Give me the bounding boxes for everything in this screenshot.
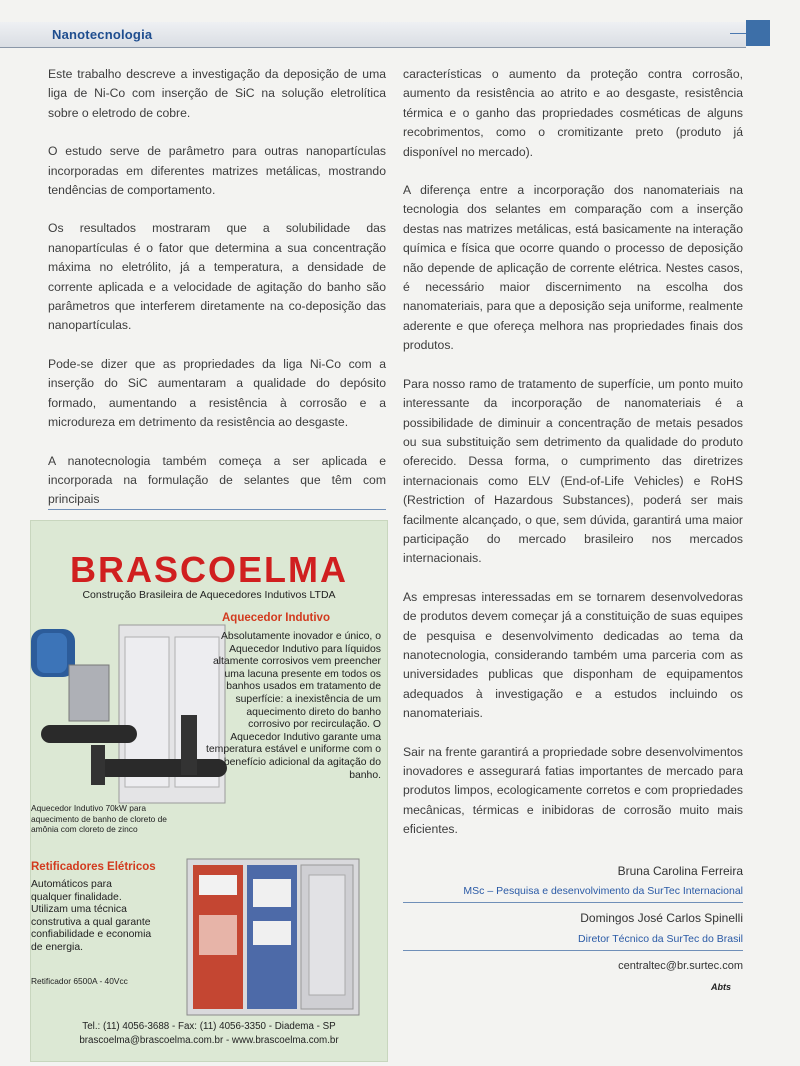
left-column-rule [48,509,386,510]
signature-divider [403,950,743,951]
contact-email: centraltec@br.surtec.com [618,960,743,972]
ad-contact-phone: Tel.: (11) 4056-3688 - Fax: (11) 4056-3350 - Diadema - SP [82,1021,336,1032]
ad-product-description: Automáticos para qualquer finalidade. Utilizam uma técnica construtiva a qual garante confiabilidade e economia de energia. [31,879,152,953]
ad-product-caption: Retificador 6500A - 40Vcc [31,976,128,986]
ad-brand-subtitle: Construção Brasileira de Aquecedores Indutivos LTDA [82,589,336,601]
ad-product-caption: Aquecedor Indutivo 70kW para aquecimento de banho de cloreto de amônia com cloreto de zinco [31,803,167,835]
author-role: Diretor Técnico da SurTec do Brasil [578,933,743,945]
paragraph: características o aumento da proteção contra corrosão, aumento da resistência ao atrito e ao desgaste, resistência térmica e o ganho das propriedades cosméticas de alguns recobrimentos, como o cromitizante preto (produto já disponível no mercado). [403,67,743,159]
paragraph: Sair na frente garantirá a propriedade sobre desenvolvimentos inovadores e assegurará fatias importantes de mercado para produtos limpos, ecologicamente corretos e com propriedades mecânicas, térmicas e inibidoras de corrosão muito mais eficientes. [403,744,743,837]
paragraph: Este trabalho descreve a investigação da deposição de uma liga de Ni-Co com inserção de SiC na solução eletrolítica sobre o eletrodo de cobre. [48,67,386,120]
ad-brand-name: BRASCOELMA [70,549,348,590]
induction-heater-illustration [31,609,231,809]
ad-contact-web: brascoelma@brascoelma.com.br - www.brascoelma.com.br [79,1035,339,1046]
paragraph: O estudo serve de parâmetro para outras nanopartículas incorporadas em diferentes matrizes metálicas, mostrando tendências de comportamento. [48,144,386,198]
brascoelma-advertisement [30,520,388,1062]
paragraph: Para nosso ramo de tratamento de superfície, um ponto muito interessante da incorporação de nanomateriais é a possibilidade de diminuir a concentração de metais pesados ou sua substituição sem detrimento da qualidade do produto oferecido. Dessa forma, o cumprimento das diretrizes internacionais como ELV (End-of-Life Vehicles) e RoHS (Restriction of Hazardous Substances), poderá ser mais facilmente alcançado, o que, sem dúvida, garantirá uma maior participação do mercado brasileiro nos mercados internacionais. [403,376,743,566]
ad-product-heading: Retificadores Elétricos [31,861,156,873]
signature-divider [403,902,743,903]
paragraph: As empresas interessadas em se tornarem desenvolvedoras de produtos devem começar já a constituição de suas equipes de pesquisa e desenvolvimento dedicadas ao tema da nanotecnologia, considerando também uma parceria com as universidades publicas que disponham de equipamentos adequados à investigação e a estudos incluindo os nanomateriais. [403,589,743,721]
paragraph: Os resultados mostraram que a solubilidade das nanopartículas é o fator que determina a sua concentração máxima no eletrólito, já a temperatura, a densidade de corrente aplicada e a velocidade de agitação do banho são parâmetros que interferem diretamente na co-deposição das nanopartículas. [48,221,386,333]
paragraph: A diferença entre a incorporação dos nanomateriais na tecnologia dos selantes em comparação com a inserção destas nas matrizes metálicas, está basicamente na interação química e física que ocorre quando o processo de deposição não depende de aplicação de corrente elétrica. Nestes casos, é necessário maior discernimento na escolha dos nanomateriais, para que a deposição seja uniforme, realmente aderente e que ofereça melhora nas propriedades finais dos produtos. [403,183,743,353]
header-divider [0,47,746,48]
paragraph: A nanotecnologia também começa a ser aplicada e incorporada na formulação de selantes que têm com principais [48,453,386,507]
ad-product-heading: Aquecedor Indutivo [222,612,330,624]
author-signatures [403,858,743,992]
author-role: MSc – Pesquisa e desenvolvimento da SurTec Internacional [463,885,743,897]
author-name: Domingos José Carlos Spinelli [580,911,743,925]
publisher-logo: Abts [711,982,731,992]
section-title: Nanotecnologia [52,27,153,42]
header-accent-square [746,20,770,46]
rectifier-cabinet-illustration [181,855,367,1019]
header-accent-line [730,33,746,34]
right-column [403,65,743,859]
left-column [48,65,386,529]
author-name: Bruna Carolina Ferreira [617,864,743,878]
ad-product-description: Absolutamente inovador e único, o Aquecedor Indutivo para líquidos altamente corrosivos vem preencher uma lacuna presente em todos os banhos usados em tratamento de superfície: a inexistência de um aquecimento direto do banho corrosivo por recirculação. O Aquecedor Indutivo garante uma temperatura estável e uniforme com o benefício adicional da agitação do banho. [206,631,381,781]
paragraph: Pode-se dizer que as propriedades da liga Ni-Co com a inserção do SiC aumentaram a qualidade do depósito formado, aumentando a resistência à corrosão e a microdureza em detrimento da resistência ao desgaste. [48,356,386,430]
